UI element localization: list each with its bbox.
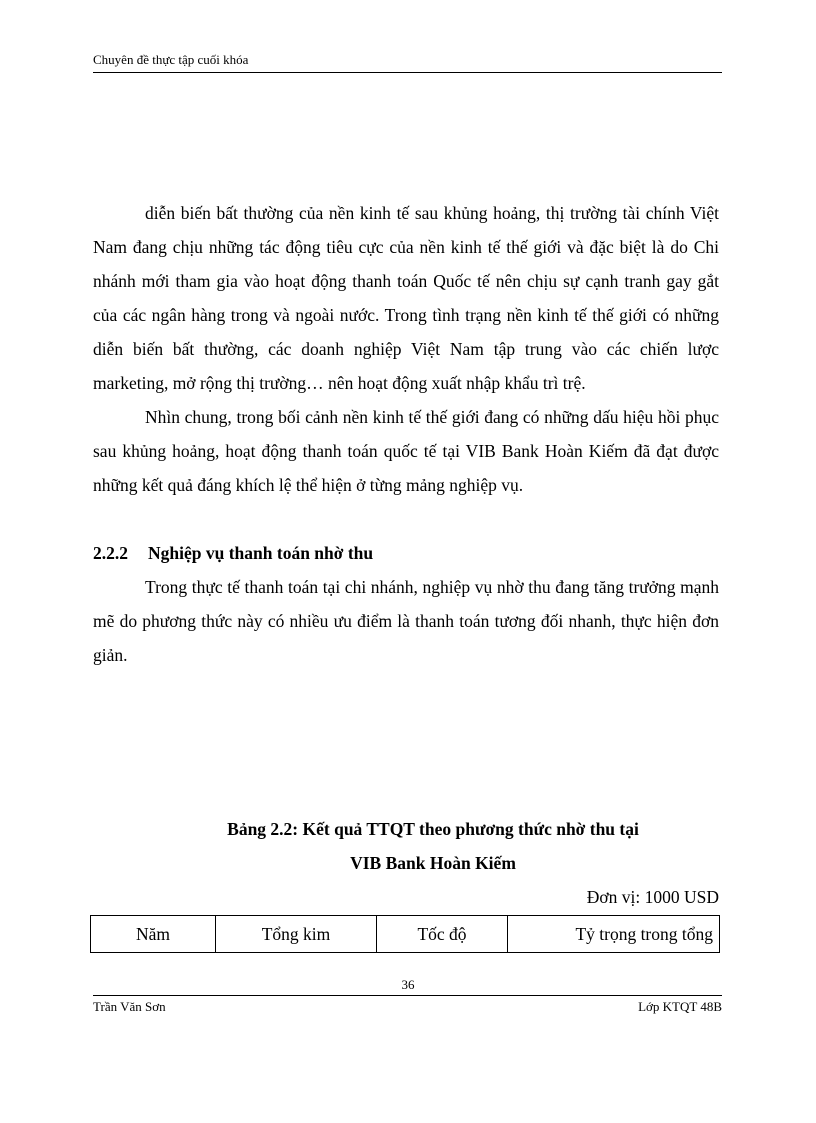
section-heading	[93, 536, 373, 570]
footer-class: Lớp KTQT 48B	[638, 999, 722, 1014]
table-header-row	[91, 916, 720, 953]
col-share: Tỷ trọng trong tổng	[508, 916, 720, 953]
footer-author: Trần Văn Sơn	[93, 999, 166, 1014]
table-title-line2: VIB Bank Hoàn Kiếm	[350, 853, 516, 873]
header-title: Chuyên đề thực tập cuối khóa	[93, 52, 249, 67]
page-number: 36	[401, 977, 415, 992]
section-number: 2.2.2	[93, 543, 128, 563]
col-growth: Tốc độ	[377, 916, 508, 953]
section-body	[93, 570, 719, 672]
col-total: Tổng kim	[216, 916, 377, 953]
page-footer	[93, 995, 722, 1015]
results-table	[90, 915, 720, 953]
table-title-line1: Bảng 2.2: Kết quả TTQT theo phương thức nhờ thu tại	[227, 819, 639, 839]
body-paragraphs	[93, 196, 719, 502]
page-header	[93, 52, 722, 73]
table-caption	[93, 812, 773, 880]
table-unit: Đơn vị: 1000 USD	[586, 887, 719, 907]
section-title: Nghiệp vụ thanh toán nhờ thu	[148, 543, 374, 563]
col-year: Năm	[91, 916, 216, 953]
paragraph-1: diễn biến bất thường của nền kinh tế sau khủng hoảng, thị trường tài chính Việt Nam đang chịu những tác động tiêu cực của nền kinh tế thế giới và đặc biệt là do Chi nhánh mới tham gia vào hoạt động thanh toán Quốc tế nên chịu sự cạnh tranh gay gắt của các ngân hàng trong và ngoài nước. Trong tình trạng nền kinh tế thế giới có những diễn biến bất thường, các doanh nghiệp Việt Nam tập trung vào các chiến lược marketing, mở rộng thị trường… nên hoạt động xuất nhập khẩu trì trệ.	[93, 203, 719, 393]
paragraph-3: Trong thực tế thanh toán tại chi nhánh, nghiệp vụ nhờ thu đang tăng trưởng mạnh mẽ do phương thức này có nhiều ưu điểm là thanh toán tương đối nhanh, thực hiện đơn giản.	[93, 577, 719, 665]
paragraph-2: Nhìn chung, trong bối cảnh nền kinh tế thế giới đang có những dấu hiệu hồi phục sau khủng hoảng, hoạt động thanh toán quốc tế tại VIB Bank Hoàn Kiếm đã đạt được những kết quả đáng khích lệ thể hiện ở từng mảng nghiệp vụ.	[93, 407, 719, 495]
